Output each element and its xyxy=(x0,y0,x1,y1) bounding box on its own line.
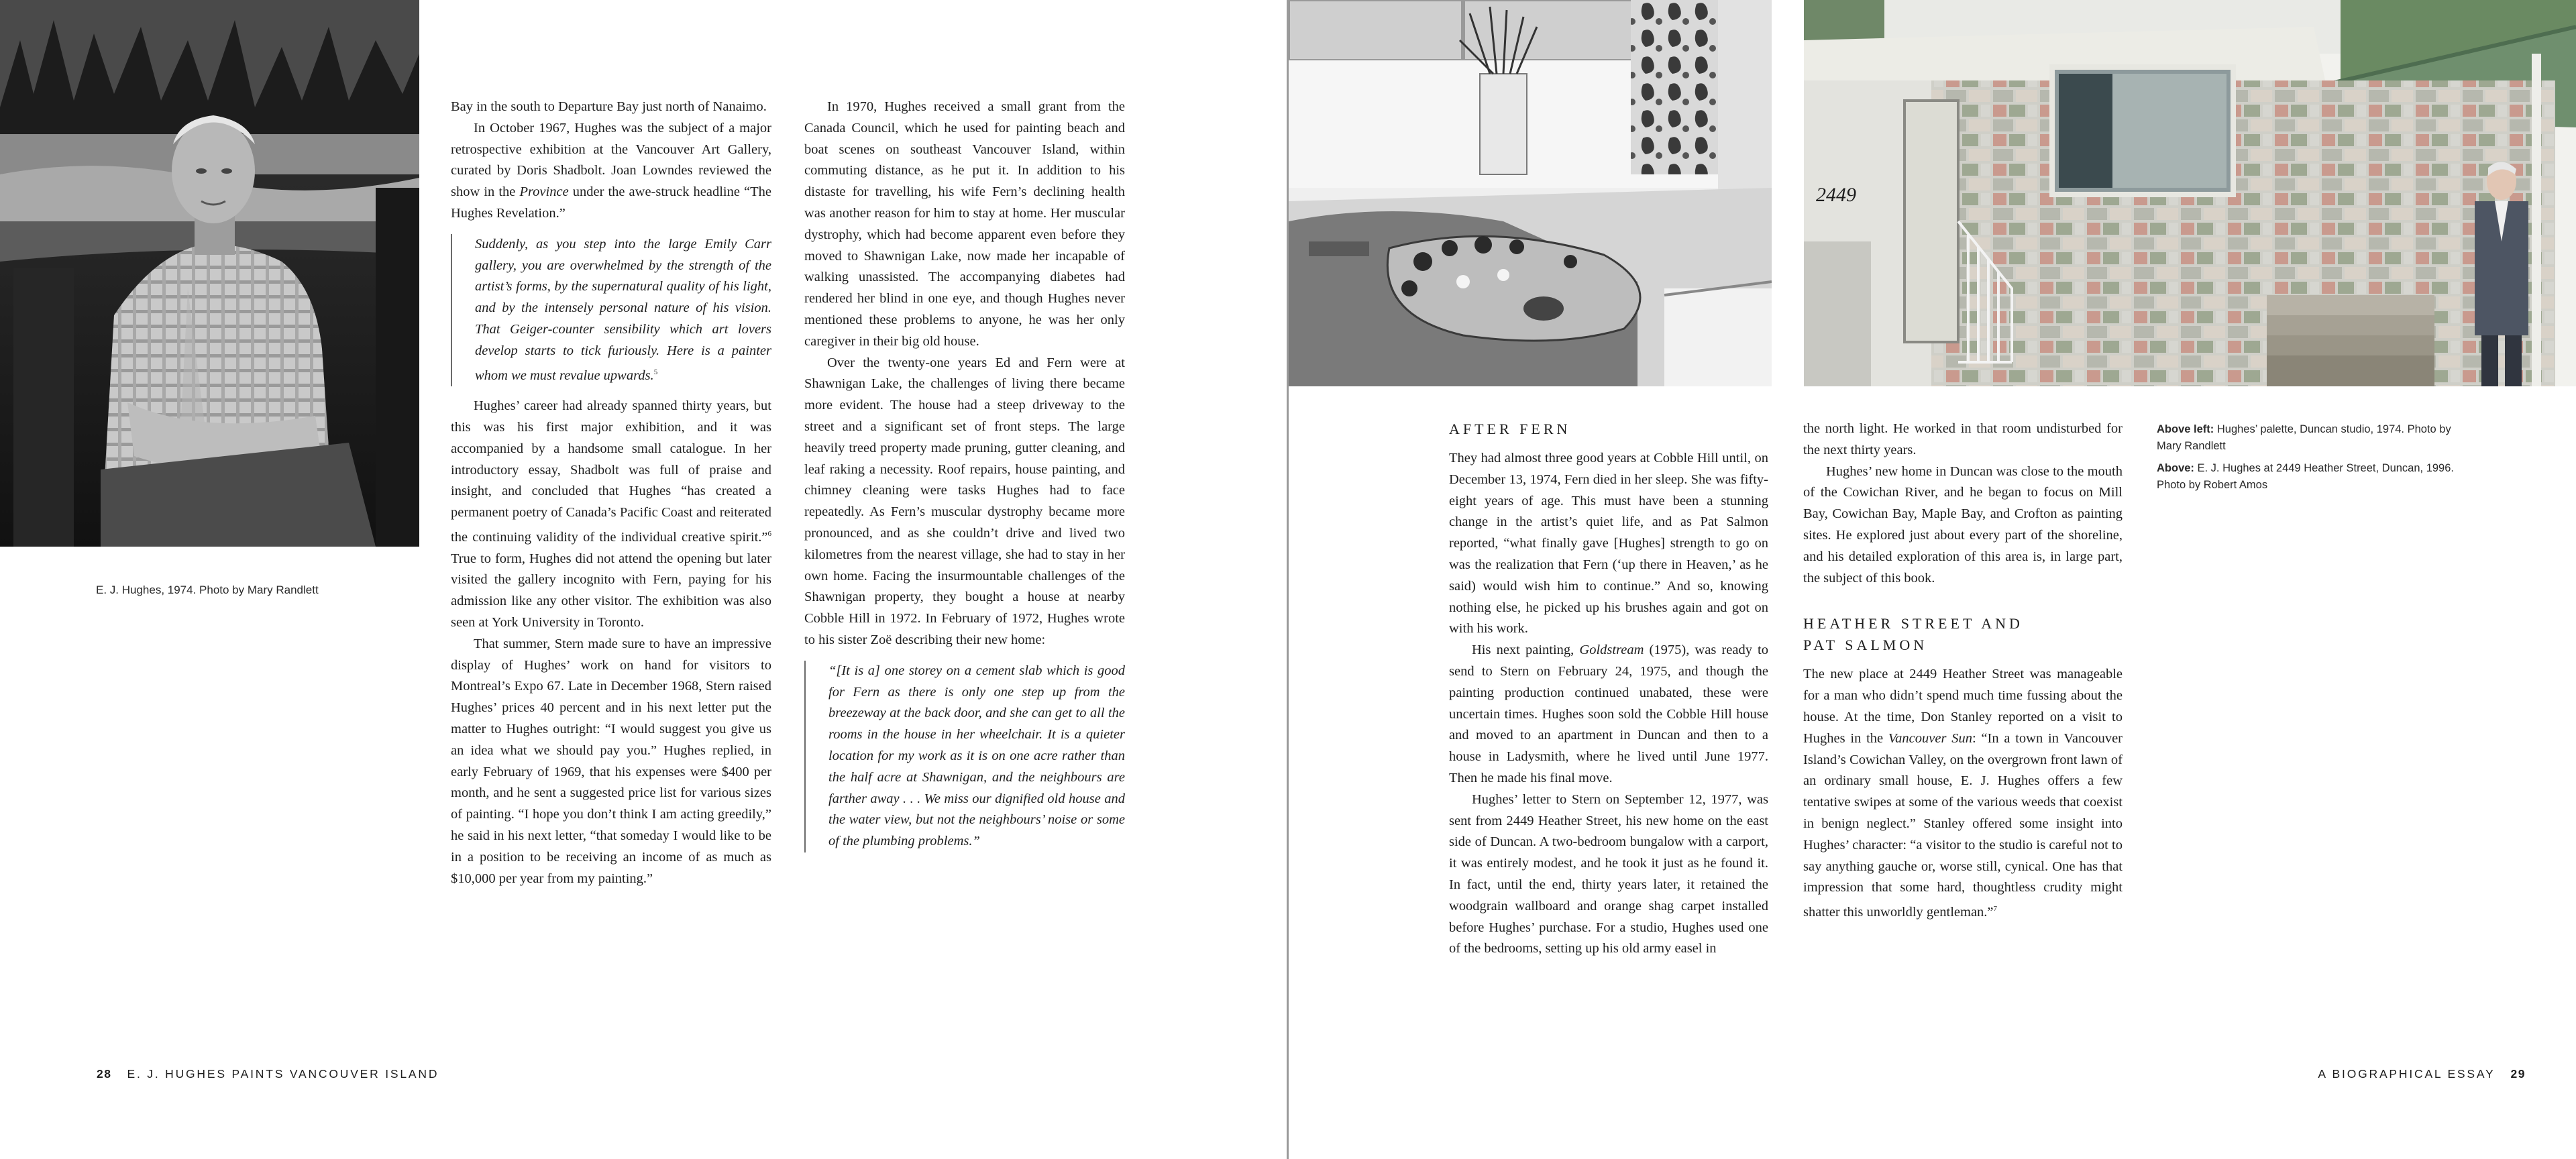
block-quote: “[It is a] one storey on a cement slab which is good for Fern as there is only one step up from the breezeway at the back door, and she can get to all the rooms in the house in her wheelchair. It is a quieter location for my work as it is on one acre rather than the half acre at Shawnigan, and the neighbours are farther away . . . We miss our dignified old house and the water view, but not the neighbours’ noise or some of the plumbing problems.” xyxy=(804,661,1125,852)
paragraph: In 1970, Hughes received a small grant from the Canada Council, which he used for painting beach and boat scenes on southeast Vancouver Island, within commuting distance, as he put it. In addition to his distaste for travelling, his wife Fern’s declining health was another reason for him to stay at home. Her muscular dystrophy, which had become apparent even before they moved to Shawnigan Lake, now made her incapable of walking unassisted. The accompanying diabetes had rendered her blind in one eye, and though Hughes never mentioned these problems to anyone, he was her only caregiver in their big old house. xyxy=(804,99,1125,349)
caption-house: Above: E. J. Hughes at 2449 Heather Street, Duncan, 1996. Photo by Robert Amos xyxy=(2157,462,2454,491)
paragraph: the north light. He worked in that room undisturbed for the next thirty years. xyxy=(1803,421,2123,457)
house-photo-image xyxy=(1804,0,2576,386)
right-column-1 xyxy=(1449,419,1768,960)
running-title: A BIOGRAPHICAL ESSAY xyxy=(2318,1067,2496,1081)
left-column-1 xyxy=(451,97,771,889)
section-heading: AFTER FERN xyxy=(1449,421,1571,437)
page-number: 28 xyxy=(97,1067,112,1081)
palette-photo xyxy=(1289,0,1772,386)
paragraph: Over the twenty-one years Ed and Fern were at Shawnigan Lake, the challenges of living there became more evident. The house had a steep driveway to the street and a significant set of front steps. The large heavily treed property made pruning, gutter cleaning, and leaf raking a necessity. Roof repairs, house painting, and chimney cleaning were tasks Hughes had to face repeatedly. As Fern’s muscular dystrophy became more pronounced, and as she couldn’t drive and lived two kilometres from the nearest village, she had to stay in her own home. Facing the insurmountable challenges of the Shawnigan property, they bought a house at nearby Cobble Hill in 1972. In February of 1972, Hughes wrote to his sister Zoë describing their new home: xyxy=(804,355,1125,647)
paragraph: The new place at 2449 Heather Street was manageable for a man who didn’t spend much time fussing about the house. At the time, Don Stanley reported on a visit to Hughes in the Vancouver Sun: “In a town in Vancouver Island’s Cowichan Valley, on the overgrown front lawn of an ordinary small house, E. J. Hughes offers a few tentative swipes at some of the various weeds that coexist in benign neglect.” Stanley offered some insight into Hughes’ character: “a visitor to the studio is careful not to say anything gauche or, worse still, cynical. One has that impression that some hard, thoughtless crudity might shatter this unworldly gentleman.”$^7$ xyxy=(1803,667,2123,920)
paragraph: Hughes’ letter to Stern on September 12, 1977, was sent from 2449 Heather Street, his new home on the east side of Duncan. A two-bedroom bungalow with a carport, it was entirely modest, and he took it just as he found it. In fact, until the end, thirty years later, it retained the woodgrain wallboard and orange shag carpet installed before Hughes’ purchase. For a studio, Hughes used one of the bedrooms, setting up his old army easel in xyxy=(1449,791,1768,956)
caption-palette: Above left: Hughes’ palette, Duncan studio, 1974. Photo by Mary Randlett xyxy=(2157,423,2451,452)
paragraph: In October 1967, Hughes was the subject of a major retrospective exhibition at the Vancouver Art Gallery, curated by Doris Shadbolt. Joan Lowndes reviewed the show in the Province under the awe-struck headline “The Hughes Revelation.” xyxy=(451,120,771,221)
palette-photo-image xyxy=(1289,0,1772,386)
paragraph: Bay in the south to Departure Bay just north of Nanaimo. xyxy=(451,99,767,114)
page-number: 29 xyxy=(2510,1067,2526,1081)
house-photo xyxy=(1804,0,2576,386)
footnote-ref: 6 xyxy=(767,529,771,538)
paragraph: Hughes’ new home in Duncan was close to the mouth of the Cowichan River, and he began to focus on Mill Bay, Cowichan Bay, Maple Bay, and Crofton as painting sites. He explored just about every part of the shoreline, and his detailed exploration of this area is, in large part, the subject of this book. xyxy=(1803,463,2123,586)
block-quote: Suddenly, as you step into the large Emily Carr gallery, you are overwhelmed by the strength of the artist’s forms, by the supernatural quality of his light, and by the intensely personal nature of his vision. That Geiger-counter sensibility which art lovers develop starts to tick furiously. Here is a painter whom we must revalue upwards.$^5$ xyxy=(451,234,771,386)
house-number: 2449 xyxy=(1816,184,1856,206)
left-page xyxy=(0,0,1287,1159)
right-folio xyxy=(2318,1067,2526,1081)
paragraph: Hughes’ career had already spanned thirty years, but this was his first major exhibition, and it was accompanied by a handsome small catalogue. In her introductory essay, Shadbolt was full of praise and insight, and concluded that Hughes “has created a permanent poetry of Canada’s Pacific Coast and reiterated the continuing validity of the individual creative spirit.”$^6$ True to form, Hughes did not attend the opening but later visited the gallery incognito with Fern, paying for his admission like any other visitor. The exhibition was also seen at York University in Toronto. xyxy=(451,398,771,630)
running-title: E. J. HUGHES PAINTS VANCOUVER ISLAND xyxy=(127,1067,439,1081)
paragraph: His next painting, Goldstream (1975), was ready to send to Stern on February 24, 1975, and though the painting production continued unabated, these were uncertain times. Hughes soon sold the Cobble Hill house and moved to an apartment in Duncan and then to a house in Ladysmith, where he lived until June 1977. Then he made his final move. xyxy=(1449,643,1768,785)
left-folio xyxy=(97,1067,439,1081)
section-heading: HEATHER STREET AND PAT SALMON xyxy=(1803,615,2023,654)
left-column-2 xyxy=(804,97,1125,862)
photo-captions xyxy=(2157,421,2472,494)
portrait-photo-image xyxy=(0,0,419,547)
right-column-2 xyxy=(1803,419,2123,924)
portrait-photo xyxy=(0,0,419,547)
paragraph: That summer, Stern made sure to have an impressive display of Hughes’ work on hand for visitors to Montreal’s Expo 67. Late in December 1968, Stern raised Hughes’ prices 40 percent and in his next letter put the matter to Hughes outright: “I would suggest you give us an idea what we should pay you.” Hughes replied, in early February of 1969, that his expenses were $400 per month, and he sent a suggested price list for various sizes of painting. “I hope you don’t think I am acting greedily,” he said in his next letter, “that someday I would like to be in a position to be receiving an income of as much as $10,000 per year from my painting.” xyxy=(451,636,771,886)
portrait-caption: E. J. Hughes, 1974. Photo by Mary Randlett xyxy=(96,584,319,596)
paragraph: They had almost three good years at Cobble Hill until, on December 13, 1974, Fern died in her sleep. She was fifty-eight years of age. This must have been a stunning change in the artist’s quiet life, and as Pat Salmon reported, “what finally gave [Hughes] strength to go on was the realization that Fern (‘up there in Heaven,’ as he said) would wish him to continue.” And so, knowing nothing else, he picked up his brushes again and got on with his work. xyxy=(1449,451,1768,637)
footnote-ref: 5 xyxy=(653,368,658,376)
footnote-ref: 7 xyxy=(1993,905,1998,914)
right-page xyxy=(1289,0,2576,1159)
